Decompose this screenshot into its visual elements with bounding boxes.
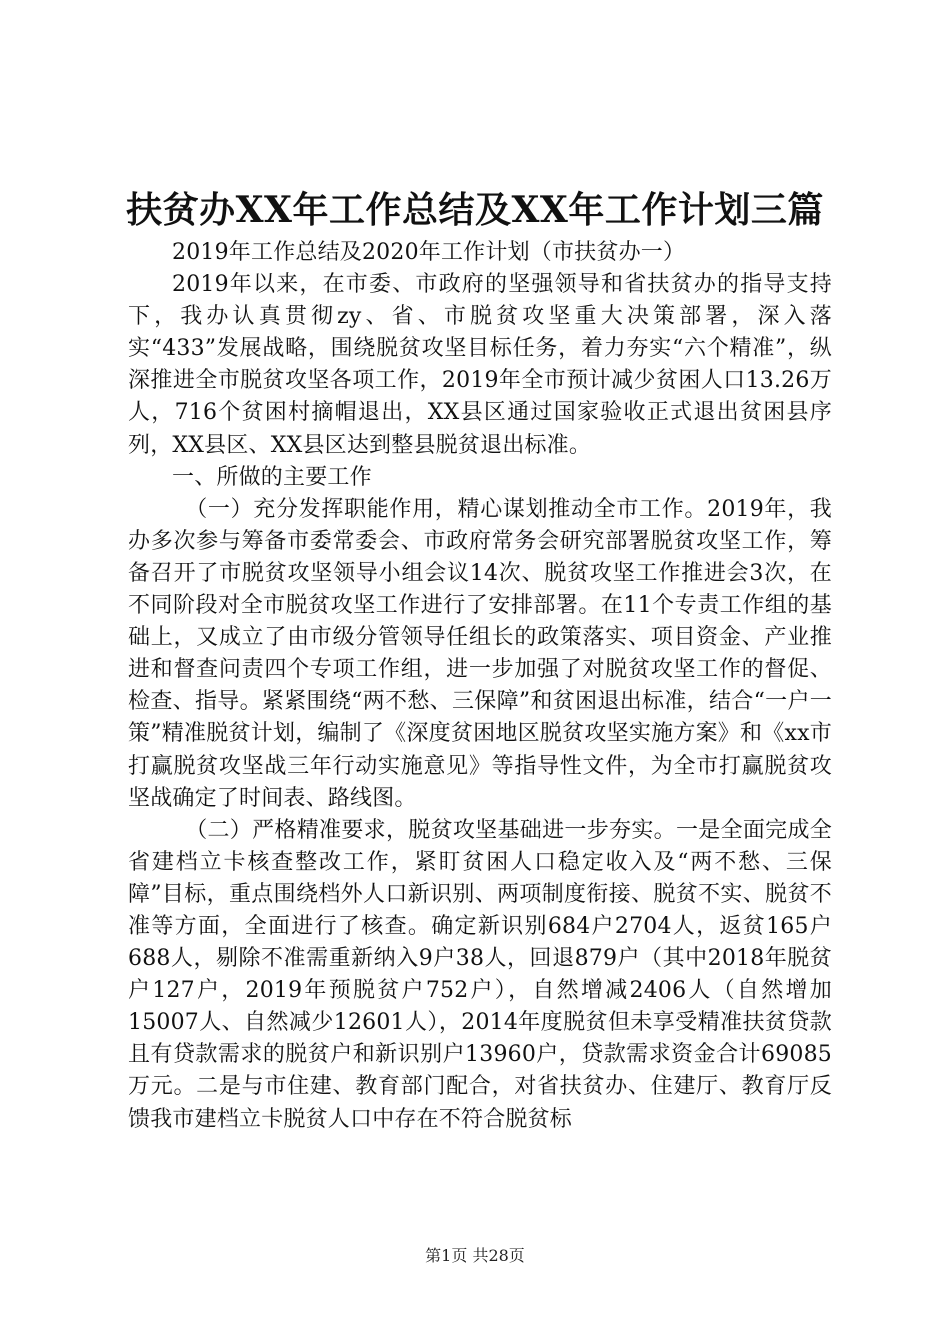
page-footer: 第1页 共28页 — [425, 1246, 525, 1265]
section-subtitle: 2019年工作总结及2020年工作计划（市扶贫办一） — [172, 240, 686, 265]
document-title: 扶贫办XX年工作总结及XX年工作计划三篇 — [126, 189, 824, 231]
paragraph-item-1: （一）充分发挥职能作用，精心谋划推动全市工作。2019年，我办多次参与筹备市委常委会、市政府常务会研究部署脱贫攻坚工作，筹备召开了市脱贫攻坚领导小组会议14次、脱贫攻坚工作推进会3次，在不同阶段对全市脱贫攻坚工作进行了安排部署。在11个专责工作组的基础上，又成立了由市级分管领导任组长的政策落实、项目资金、产业推进和督查问责四个专项工作组，进一步加强了对脱贫攻坚工作的督促、检查、指导。紧紧围绕“两不愁、三保障”和贫困退出标准，结合“一户一策”精准脱贫计划，编制了《深度贫困地区脱贫攻坚实施方案》和《xx市打赢脱贫攻坚战三年行动实施意见》等指导性文件，为全市打赢脱贫攻坚战确定了时间表、路线图。 — [128, 496, 832, 811]
document-body — [128, 237, 832, 1136]
paragraph-intro: 2019年以来，在市委、市政府的坚强领导和省扶贫办的指导支持下，我办认真贯彻zy、省、市脱贫攻坚重大决策部署，深入落实“433”发展战略，围绕脱贫攻坚目标任务，着力夯实“六个精准”，纵深推进全市脱贫攻坚各项工作，2019年全市预计减少贫困人口13.26万人，716个贫困村摘帽退出，XX县区通过国家验收正式退出贫困县序列，XX县区、XX县区达到整县脱贫退出标准。 — [128, 272, 832, 458]
paragraph-item-2: （二）严格精准要求，脱贫攻坚基础进一步夯实。一是全面完成全省建档立卡核查整改工作，紧盯贫困人口稳定收入及“两不愁、三保障”目标，重点围绕档外人口新识别、两项制度衔接、脱贫不实、脱贫不准等方面，全面进行了核查。确定新识别684户2704人，返贫165户688人，剔除不准需重新纳入9户38人，回退879户（其中2018年脱贫户127户，2019年预脱贫户752户），自然增减2406人（自然增加15007人、自然减少12601人），2014年度脱贫但未享受精准扶贫贷款且有贷款需求的脱贫户和新识别户13960户，贷款需求资金合计69085万元。二是与市住建、教育部门配合，对省扶贫办、住建厅、教育厅反馈我市建档立卡脱贫人口中存在不符合脱贫标 — [128, 817, 832, 1132]
section-heading: 一、所做的主要工作 — [172, 464, 372, 490]
